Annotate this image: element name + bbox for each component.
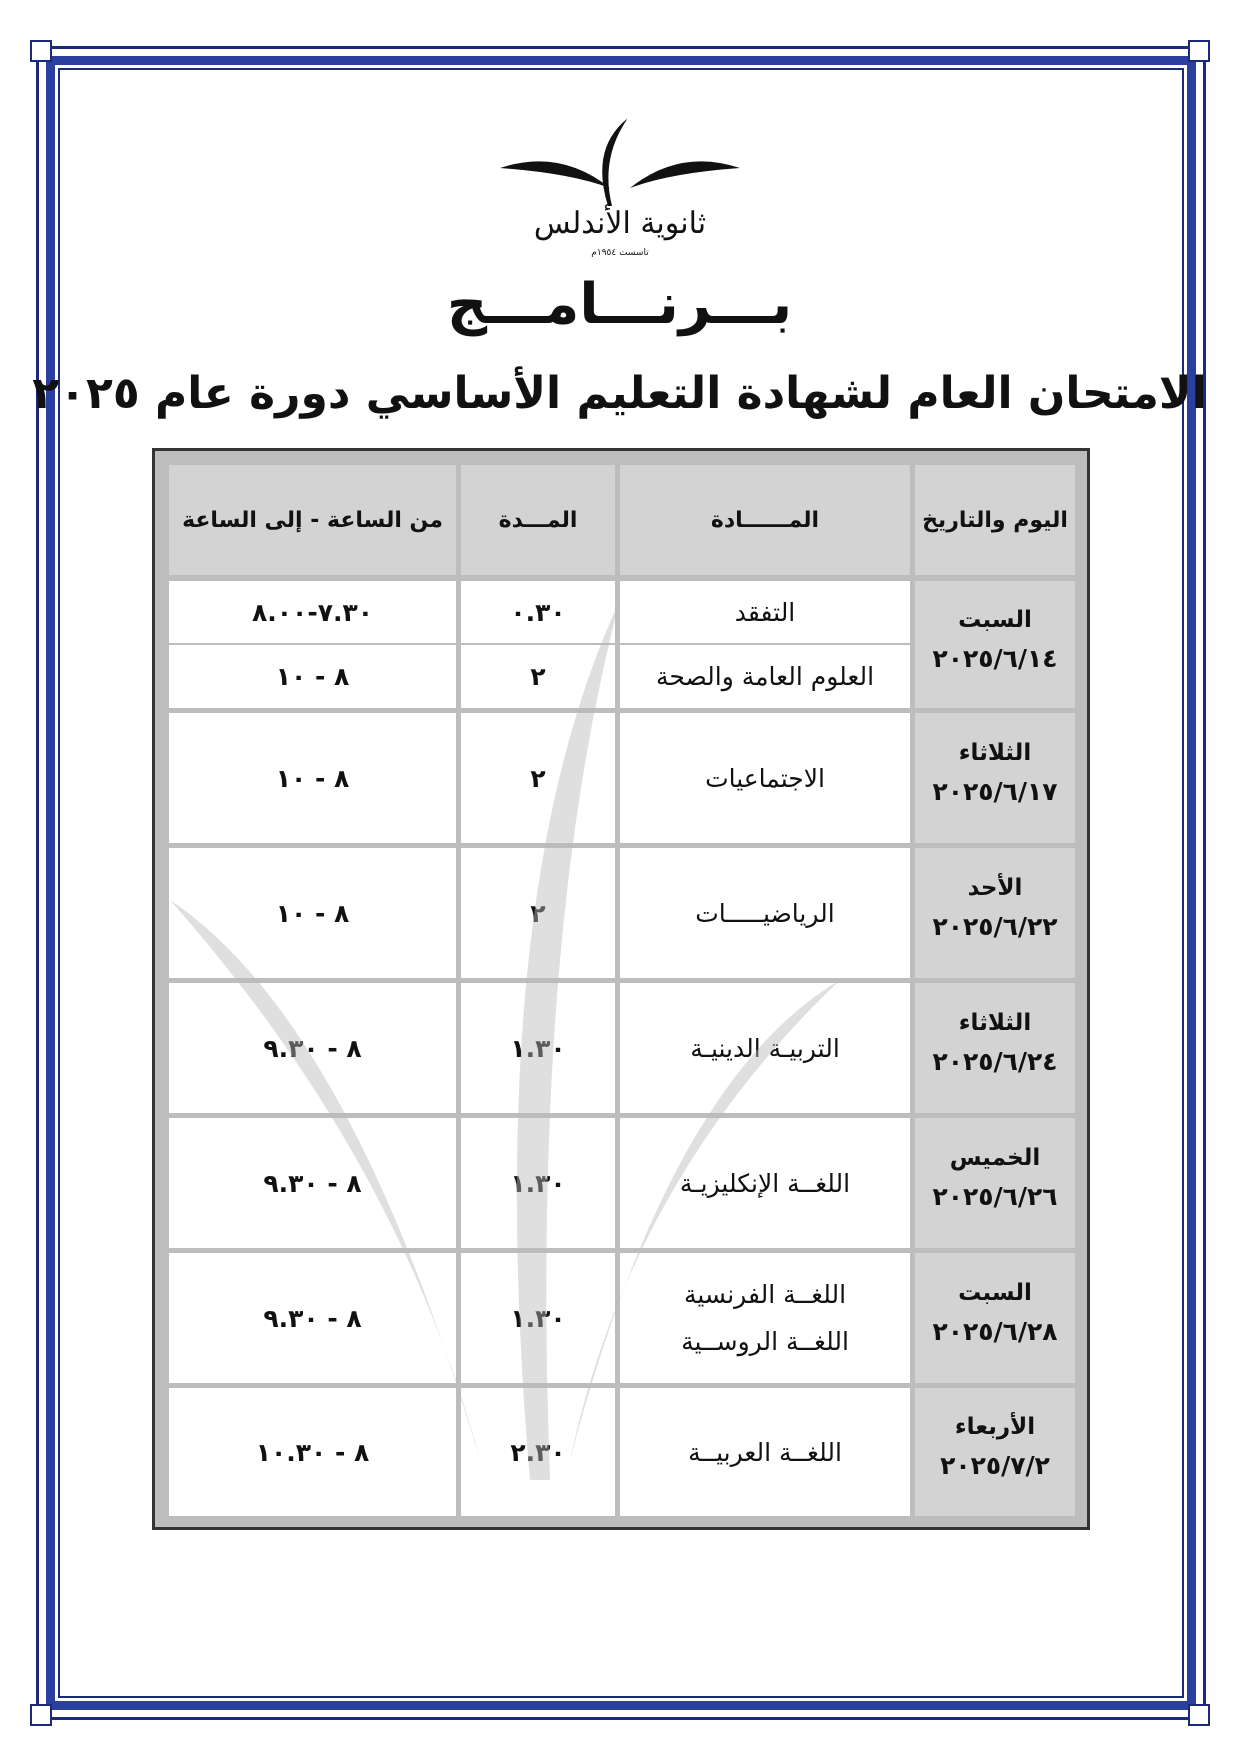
subject-cell: التربيـة الدينيـة <box>620 983 910 1113</box>
exam-date: ٢٠٢٥/٦/٢٦ <box>932 1182 1058 1212</box>
exam-date: ٢٠٢٥/٦/١٤ <box>932 643 1058 673</box>
header-time: من الساعة - إلى الساعة <box>169 465 456 575</box>
duration-cell: ٠.٣٠ <box>461 581 615 643</box>
time-cell: ٨ - ١٠ <box>169 713 456 843</box>
subject-cell: الرياضيـــــات <box>620 848 910 978</box>
day-date-cell <box>915 983 1075 1113</box>
exam-date: ٢٠٢٥/٦/٢٤ <box>932 1047 1058 1077</box>
day-date-cell <box>915 713 1075 843</box>
logo-founded: تاسست ١٩٥٤م <box>591 248 649 258</box>
subject-line: اللغــة الفرنسية <box>683 1279 847 1309</box>
exam-date: ٢٠٢٥/٦/١٧ <box>932 777 1058 807</box>
duration-cell: ١.٣٠ <box>461 983 615 1113</box>
exam-date: ٢٠٢٥/٦/٢٨ <box>932 1317 1058 1347</box>
day-date-cell <box>915 1253 1075 1383</box>
day-name: الثلاثاء <box>958 1010 1032 1037</box>
day-date-cell <box>915 1388 1075 1516</box>
time-cell: ٨ - ٩.٣٠ <box>169 983 456 1113</box>
duration-cell: ٢ <box>461 848 615 978</box>
exam-date: ٢٠٢٥/٦/٢٢ <box>932 912 1058 942</box>
duration-cell: ١.٣٠ <box>461 1253 615 1383</box>
subject-cell: الاجتماعيات <box>620 713 910 843</box>
time-cell: ٨ - ٩.٣٠ <box>169 1118 456 1248</box>
subject-line: اللغــة الروســية <box>681 1327 849 1356</box>
logo-text: ثانوية الأندلس <box>533 206 707 241</box>
day-name: الأربعاء <box>954 1414 1036 1441</box>
duration-cell: ٢ <box>461 645 615 708</box>
time-cell: ٨ - ٩.٣٠ <box>169 1253 456 1383</box>
subject-cell: العلوم العامة والصحة <box>620 645 910 708</box>
frame-corner <box>1188 1704 1210 1726</box>
day-date-cell <box>915 848 1075 978</box>
subject-cell: التفقد <box>620 581 910 643</box>
day-name: السبت <box>958 606 1032 633</box>
day-date-cell <box>915 581 1075 708</box>
subject-cell <box>620 1253 910 1383</box>
duration-cell: ٢.٣٠ <box>461 1388 615 1516</box>
school-logo <box>490 118 750 268</box>
page-subtitle: الامتحان العام لشهادة التعليم الأساسي دورة عام ٢٠٢٥ <box>32 368 1207 419</box>
frame-corner <box>30 1704 52 1726</box>
header-duration: المـــدة <box>461 465 615 575</box>
header-day-date: اليوم والتاريخ <box>915 465 1075 575</box>
subject-cell: اللغــة العربيــة <box>620 1388 910 1516</box>
time-cell: ٨ - ١٠ <box>169 848 456 978</box>
day-name: الخميس <box>949 1145 1041 1172</box>
duration-cell: ١.٣٠ <box>461 1118 615 1248</box>
exam-schedule-table <box>152 448 1090 1530</box>
duration-cell: ٢ <box>461 713 615 843</box>
day-name: الثلاثاء <box>958 740 1032 767</box>
exam-date: ٢٠٢٥/٧/٢ <box>940 1451 1050 1481</box>
quill-logo-icon <box>490 118 750 218</box>
day-name: السبت <box>958 1280 1032 1307</box>
time-cell: ٧.٣٠-٨.٠٠ <box>169 581 456 643</box>
day-name: الأحد <box>967 875 1023 902</box>
page-title: بـــرنـــامـــج <box>446 272 793 337</box>
frame-corner <box>1188 40 1210 62</box>
header-subject: المــــــادة <box>620 465 910 575</box>
day-date-cell <box>915 1118 1075 1248</box>
time-cell: ٨ - ١٠ <box>169 645 456 708</box>
time-cell: ٨ - ١٠.٣٠ <box>169 1388 456 1516</box>
frame-corner <box>30 40 52 62</box>
subject-cell: اللغــة الإنكليزيـة <box>620 1118 910 1248</box>
